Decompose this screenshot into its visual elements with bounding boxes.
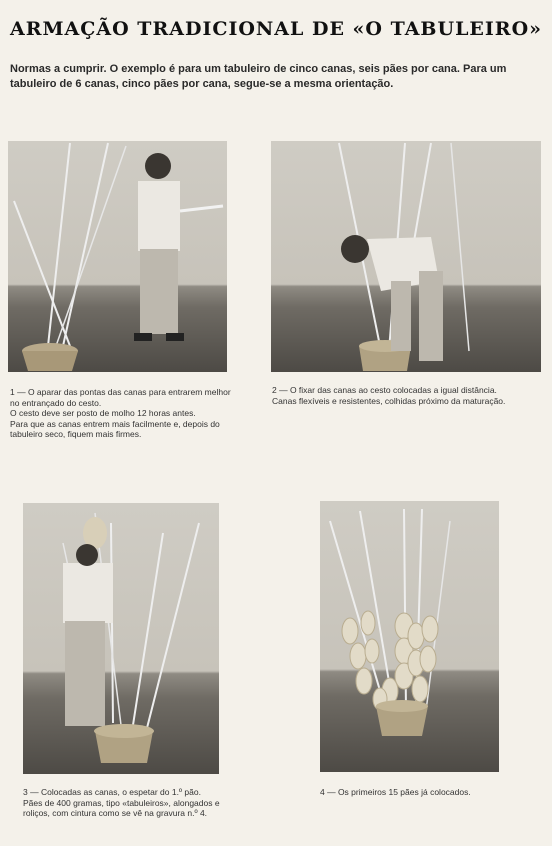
caption-line: Pães de 400 gramas, tipo «tabuleiros», alongados e roliços, com cintura como se vê na gravura n.º 4. xyxy=(23,797,220,818)
photo-step-2 xyxy=(271,141,541,372)
page-title: ARMAÇÃO TRADICIONAL DE «O TABULEIRO» xyxy=(9,18,543,40)
caption-line: Para que as canas entrem mais facilmente e, depois do tabuleiro seco, fiquem mais firmes. xyxy=(10,418,220,439)
intro-paragraph: Normas a cumprir. O exemplo é para um tabuleiro de cinco canas, seis pães por cana. Para um tabuleiro de 6 canas, cinco pães por cana, segue-se a mesma orientação. xyxy=(10,63,507,90)
caption-line: 2 — O fixar das canas ao cesto colocadas a igual distância. xyxy=(272,385,497,395)
caption-line: 1 — O aparar das pontas das canas para entrarem melhor no entrançado do cesto. xyxy=(10,387,231,408)
photo-step-1 xyxy=(8,141,227,372)
caption-step-1 xyxy=(10,387,236,440)
photo-step-4 xyxy=(320,501,499,772)
caption-line: Canas flexíveis e resistentes, colhidas próximo da maturação. xyxy=(272,395,506,406)
photo-step-3 xyxy=(23,503,219,774)
caption-step-3 xyxy=(23,787,225,819)
caption-step-4 xyxy=(320,787,542,798)
caption-line: O cesto deve ser posto de molho 12 horas antes. xyxy=(10,408,196,418)
caption-step-2 xyxy=(272,385,542,406)
caption-line: 3 — Colocadas as canas, o espetar do 1.º pão. xyxy=(23,787,201,797)
caption-line: 4 — Os primeiros 15 pães já colocados. xyxy=(320,787,471,797)
